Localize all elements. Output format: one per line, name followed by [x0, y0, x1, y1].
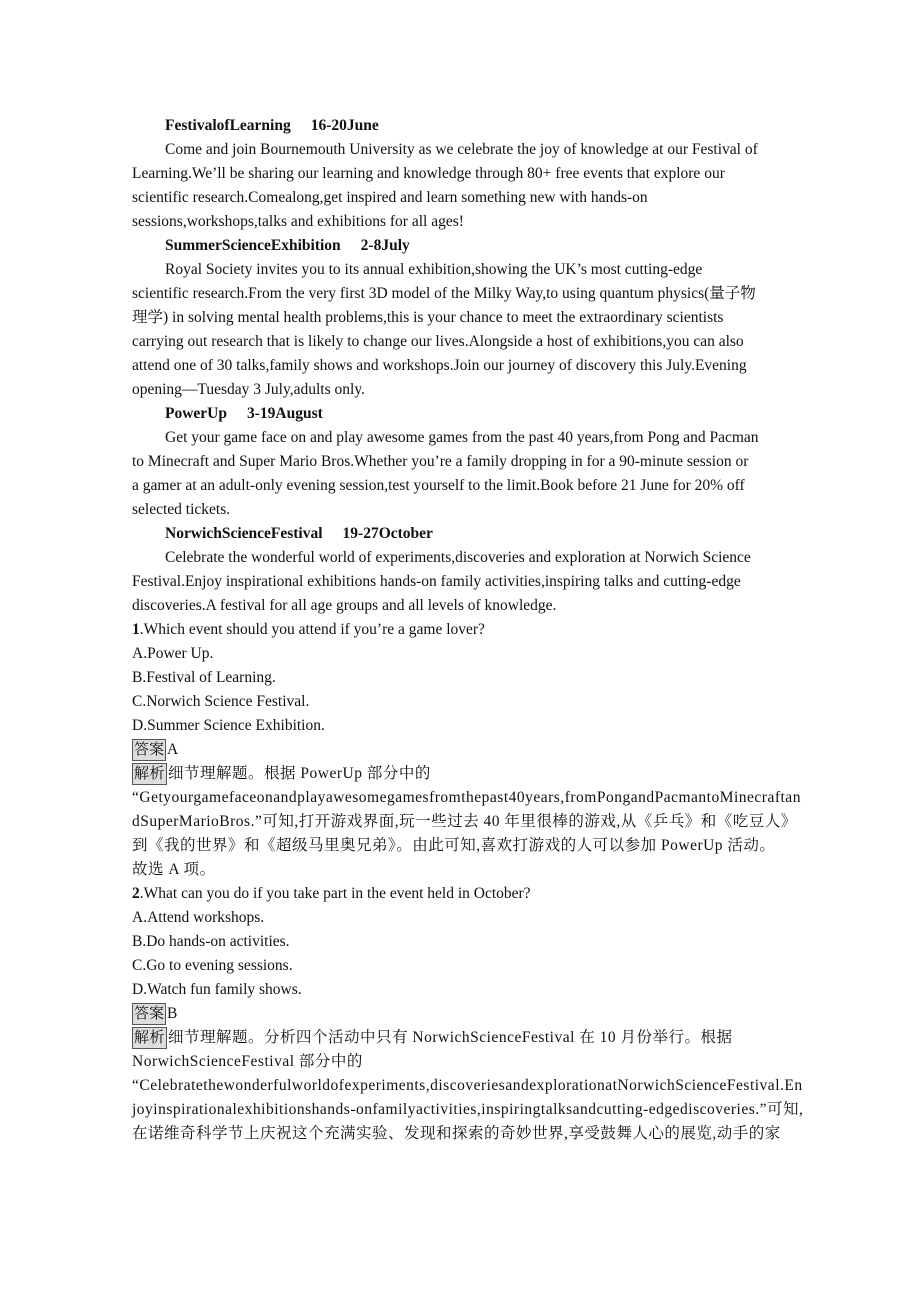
analysis-line — [132, 858, 792, 882]
answer-option: A.Power Up. — [132, 645, 214, 662]
analysis-text: 细节理解题。分析四个活动中只有 NorwichScienceFestival 在 10 月份举行。根据 — [168, 1029, 733, 1046]
passage-line: scientific research.From the very first 3D model of the Milky Way,to using quantum physics(量子物 — [132, 285, 756, 302]
answer-option: D.Watch fun family shows. — [132, 981, 302, 998]
passage-line: to Minecraft and Super Mario Bros.Whether you’re a family dropping in for a 90-minute session or — [132, 453, 749, 470]
analysis-text: 故选 A 项。 — [132, 861, 216, 878]
analysis-line — [132, 1122, 792, 1146]
answer-tag: 答案 — [132, 739, 166, 761]
event-name: FestivalofLearning — [165, 117, 291, 134]
analysis-line — [132, 810, 797, 834]
passage-line: attend one of 30 talks,family shows and workshops.Join our journey of discovery this July.Evening — [132, 357, 747, 374]
passage-title — [132, 522, 792, 546]
question-number: 2 — [132, 885, 140, 902]
analysis-text: “Getyourgamefaceonandplayawesomegamesfromthepast40years,fromPongandPacmantoMinecraftan — [132, 789, 801, 806]
passage-line: Come and join Bournemouth University as we celebrate the joy of knowledge at our Festival of — [165, 141, 758, 158]
question-number: 1 — [132, 621, 140, 638]
passage-line: Festival.Enjoy inspirational exhibitions hands-on family activities,inspiring talks and cutting-edge — [132, 573, 741, 590]
analysis-text: dSuperMarioBros.”可知,打开游戏界面,玩一些过去 40 年里很棒的游戏,从《乒乓》和《吃豆人》 — [132, 813, 797, 830]
question-text: .Which event should you attend if you’re a game lover? — [139, 621, 485, 638]
passage-line: Get your game face on and play awesome games from the past 40 years,from Pong and Pacman — [165, 429, 759, 446]
question-text: .What can you do if you take part in the event held in October? — [139, 885, 531, 902]
passage-line: Learning.We’ll be sharing our learning and knowledge through 80+ free events that explore our — [132, 165, 725, 182]
analysis-line — [132, 1074, 803, 1098]
analysis-line — [132, 762, 792, 786]
document-page — [132, 114, 804, 1146]
analysis-tag: 解析 — [132, 763, 167, 785]
answer-value: B — [167, 1005, 178, 1022]
event-date: 3-19August — [247, 405, 323, 422]
passage-line: discoveries.A festival for all age groups and all levels of knowledge. — [132, 597, 557, 614]
passage-title — [132, 234, 792, 258]
answer-option: C.Norwich Science Festival. — [132, 693, 310, 710]
passage-line: Celebrate the wonderful world of experiments,discoveries and exploration at Norwich Science — [165, 549, 751, 566]
answer-option: D.Summer Science Exhibition. — [132, 717, 325, 734]
answer-value: A — [167, 741, 179, 758]
answer-line — [132, 1002, 792, 1026]
analysis-text: 细节理解题。根据 PowerUp 部分中的 — [168, 765, 431, 782]
answer-option: A.Attend workshops. — [132, 909, 265, 926]
question-stem — [132, 618, 792, 642]
analysis-line — [132, 1098, 804, 1122]
analysis-text: 到《我的世界》和《超级马里奥兄弟》。由此可知,喜欢打游戏的人可以参加 PowerUp 活动。 — [132, 837, 776, 854]
question-stem — [132, 882, 792, 906]
event-date: 16-20June — [310, 117, 379, 134]
analysis-tag: 解析 — [132, 1027, 167, 1049]
passage-line: 理学) in solving mental health problems,this is your chance to meet the extraordinary scientists — [132, 309, 724, 326]
answer-tag: 答案 — [132, 1003, 166, 1025]
answer-option: C.Go to evening sessions. — [132, 957, 293, 974]
passage-line: opening—Tuesday 3 July,adults only. — [132, 381, 365, 398]
event-name: PowerUp — [165, 405, 227, 422]
event-date: 2-8July — [360, 237, 410, 254]
analysis-line — [132, 786, 801, 810]
analysis-text: “Celebratethewonderfulworldofexperiments,discoveriesandexplorationatNorwichScienceFestival.En — [132, 1077, 803, 1094]
answer-line — [132, 738, 792, 762]
passage-title — [132, 402, 792, 426]
answer-option: B.Do hands-on activities. — [132, 933, 290, 950]
passage-line: selected tickets. — [132, 501, 231, 518]
passage-line: carrying out research that is likely to change our lives.Alongside a host of exhibitions,you can also — [132, 333, 744, 350]
passage-title — [132, 114, 792, 138]
analysis-line — [132, 1026, 792, 1050]
event-date: 19-27October — [342, 525, 433, 542]
answer-option: B.Festival of Learning. — [132, 669, 276, 686]
analysis-line — [132, 834, 792, 858]
passage-line: a gamer at an adult-only evening session,test yourself to the limit.Book before 21 June for 20% off — [132, 477, 745, 494]
analysis-text: NorwichScienceFestival 部分中的 — [132, 1053, 363, 1070]
passage-line: Royal Society invites you to its annual exhibition,showing the UK’s most cutting-edge — [165, 261, 703, 278]
event-name: SummerScienceExhibition — [165, 237, 341, 254]
event-name: NorwichScienceFestival — [165, 525, 323, 542]
analysis-text: joyinspirationalexhibitionshands-onfamilyactivities,inspiringtalksandcutting-edgediscoveries.”可知, — [132, 1101, 804, 1118]
analysis-text: 在诺维奇科学节上庆祝这个充满实验、发现和探索的奇妙世界,享受鼓舞人心的展览,动手的家 — [132, 1125, 781, 1142]
analysis-line — [132, 1050, 792, 1074]
passage-line: scientific research.Comealong,get inspired and learn something new with hands-on — [132, 189, 648, 206]
passage-line: sessions,workshops,talks and exhibitions for all ages! — [132, 213, 464, 230]
